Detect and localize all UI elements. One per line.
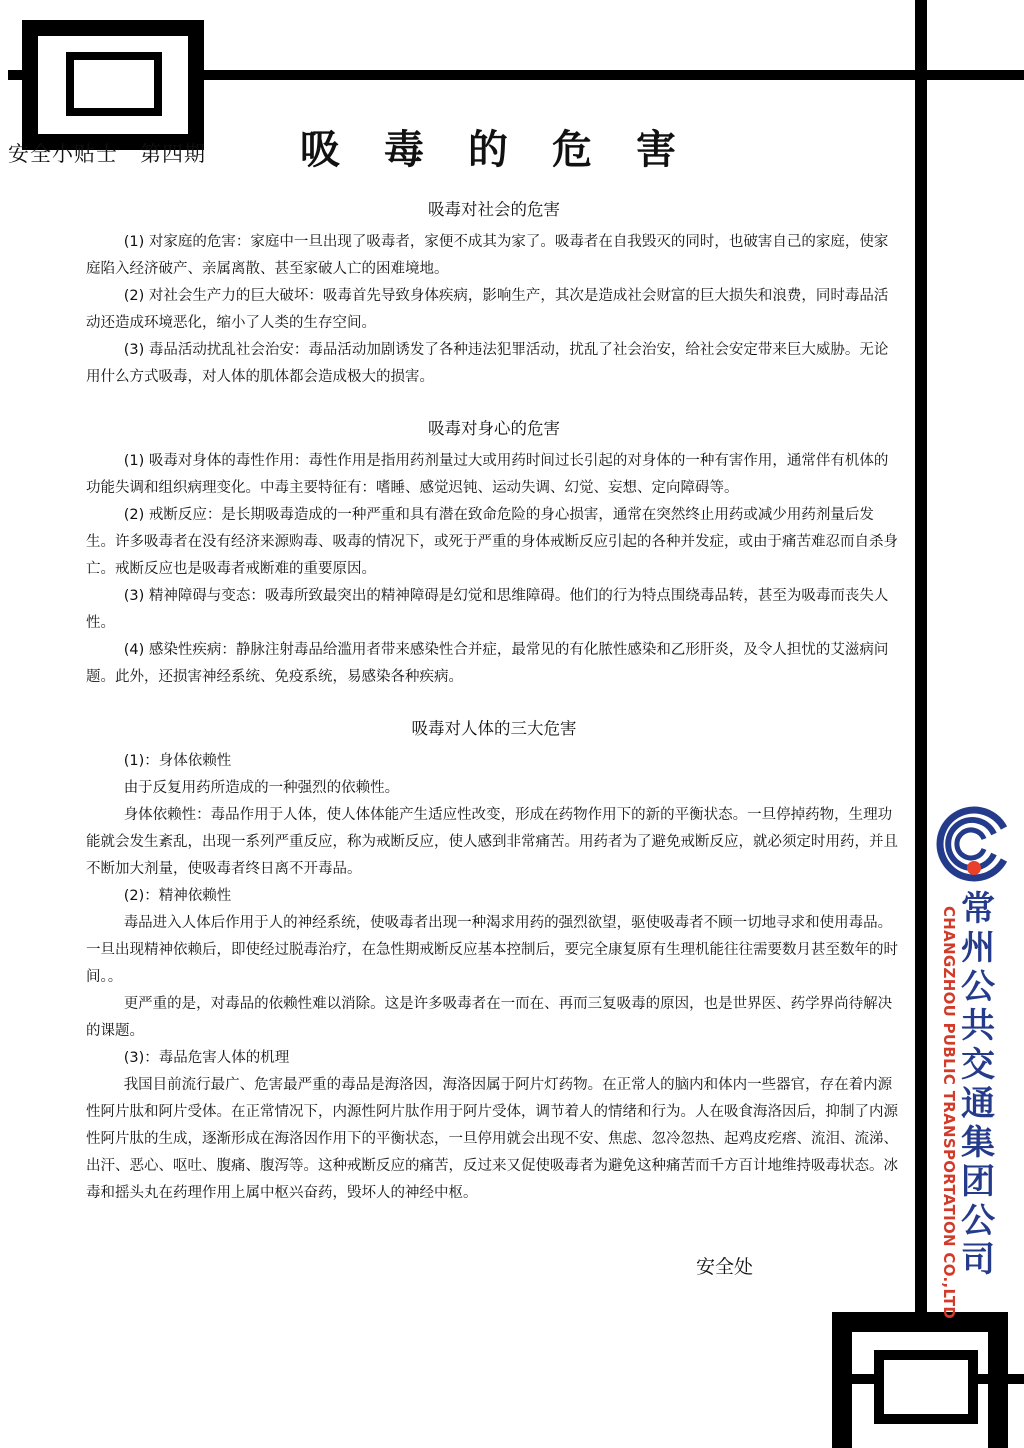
company-logo-icon (934, 806, 1010, 882)
paragraph: 身体依赖性：毒品作用于人体，使人体体能产生适应性改变，形成在药物作用下的新的平衡状态。一旦停掉药物，生理功能就会发生紊乱，出现一系列严重反应，称为戒断反应，使人感到非常痛苦。用药者为了避免戒断反应，就必须定时用药，并且不断加大剂量，使吸毒者终日离不开毒品。 (86, 807, 898, 877)
paragraph: 毒品进入人体后作用于人的神经系统，使吸毒者出现一种渴求用药的强烈欲望，驱使吸毒者不顾一切地寻求和使用毒品。一旦出现精神依赖后，即使经过脱毒治疗，在急性期戒断反应基本控制后，要完全康复原有生理机能往往需要数月甚至数年的时间。。 (86, 915, 898, 985)
section-heading-society: 吸毒对社会的危害 (428, 200, 560, 219)
section-heading-body-mind: 吸毒对身心的危害 (428, 419, 560, 438)
subheading: (1)：身体依赖性 (123, 753, 232, 769)
corner-ornament-top-left-inner (66, 52, 162, 116)
subheading: (3)：毒品危害人体的机理 (123, 1050, 290, 1066)
signature: 安全处 (696, 1256, 754, 1278)
paragraph: (3) 精神障碍与变态：吸毒所致最突出的精神障碍是幻觉和思维障碍。他们的行为特点围绕毒品转，甚至为吸毒而丧失人性。 (86, 588, 889, 631)
company-name-cn: 常州公共交通集团公司 (961, 889, 995, 1280)
paragraph: (3) 毒品活动扰乱社会治安：毒品活动加剧诱发了各种违法犯罪活动，扰乱了社会治安，给社会安定带来巨大威胁。无论用什么方式吸毒，对人体的肌体都会造成极大的损害。 (86, 342, 889, 385)
paragraph: 由于反复用药所造成的一种强烈的依赖性。 (123, 780, 400, 796)
subheading: (2)：精神依赖性 (123, 888, 232, 904)
section-heading-three-harms: 吸毒对人体的三大危害 (411, 719, 577, 738)
paragraph: 我国目前流行最广、危害最严重的毒品是海洛因，海洛因属于阿片灯药物。在正常人的脑内和体内一些器官，存在着内源性阿片肽和阿片受体。在正常情况下，内源性阿片肽作用于阿片受体，调节着人的情绪和行为。人在吸食海洛因后，抑制了内源性阿片肽的生成，逐渐形成在海洛因作用下的平衡状态，一旦停用就会出现不安、焦虑、忽冷忽热、起鸡皮疙瘩、流泪、流涕、出汗、恶心、呕吐、腹痛、腹泻等。这种戒断反应的痛苦，反过来又促使吸毒者为避免这种痛苦而千方百计地维持吸毒状态。冰毒和摇头丸在药理作用上属中枢兴奋药，毁坏人的神经中枢。 (86, 1077, 898, 1201)
paragraph: 更严重的是，对毒品的依赖性难以消除。这是许多吸毒者在一而在、再而三复吸毒的原因，也是世界医、药学界尚待解决的课题。 (86, 996, 893, 1039)
paragraph: (1) 吸毒对身体的毒性作用：毒性作用是指用药剂量过大或用药时间过长引起的对身体的一种有害作用，通常伴有机体的功能失调和组织病理变化。中毒主要特征有：嗜睡、感觉迟钝、运动失调、幻觉、妄想、定向障碍等。 (86, 453, 889, 496)
paragraph: (4) 感染性疾病：静脉注射毒品给滥用者带来感染性合并症，最常见的有化脓性感染和乙形肝炎，及令人担忧的艾滋病问题。此外，还损害神经系统、免疫系统，易感染各种疾病。 (86, 642, 889, 685)
corner-ornament-bottom-right-inner (874, 1350, 978, 1424)
paragraph: (1) 对家庭的危害：家庭中一旦出现了吸毒者，家便不成其为家了。吸毒者在自我毁灭的同时，也破害自己的家庭，使家庭陷入经济破产、亲属离散、甚至家破人亡的困难境地。 (86, 234, 889, 277)
page-title: 吸毒的危害 (300, 127, 720, 173)
paragraph: (2) 戒断反应：是长期吸毒造成的一种严重和具有潜在致命危险的身心损害，通常在突然终止用药或减少用药剂量后发生。许多吸毒者在没有经济来源购毒、吸毒的情况下，或死于严重的身体戒断反应引起的各种并发症，或由于痛苦难忍而自杀身亡。戒断反应也是吸毒者戒断难的重要原因。 (86, 507, 898, 577)
issue-label: 安全小贴士 第四期 (8, 142, 206, 166)
paragraph: (2) 对社会生产力的巨大破坏：吸毒首先导致身体疾病，影响生产，其次是造成社会财富的巨大损失和浪费，同时毒品活动还造成环境恶化，缩小了人类的生存空间。 (86, 288, 889, 331)
document-body (86, 196, 902, 1207)
right-rule (915, 0, 927, 1448)
company-name-en: CHANGZHOU PUBLIC TRANSPORTATION CO.,LTD (940, 906, 958, 1320)
